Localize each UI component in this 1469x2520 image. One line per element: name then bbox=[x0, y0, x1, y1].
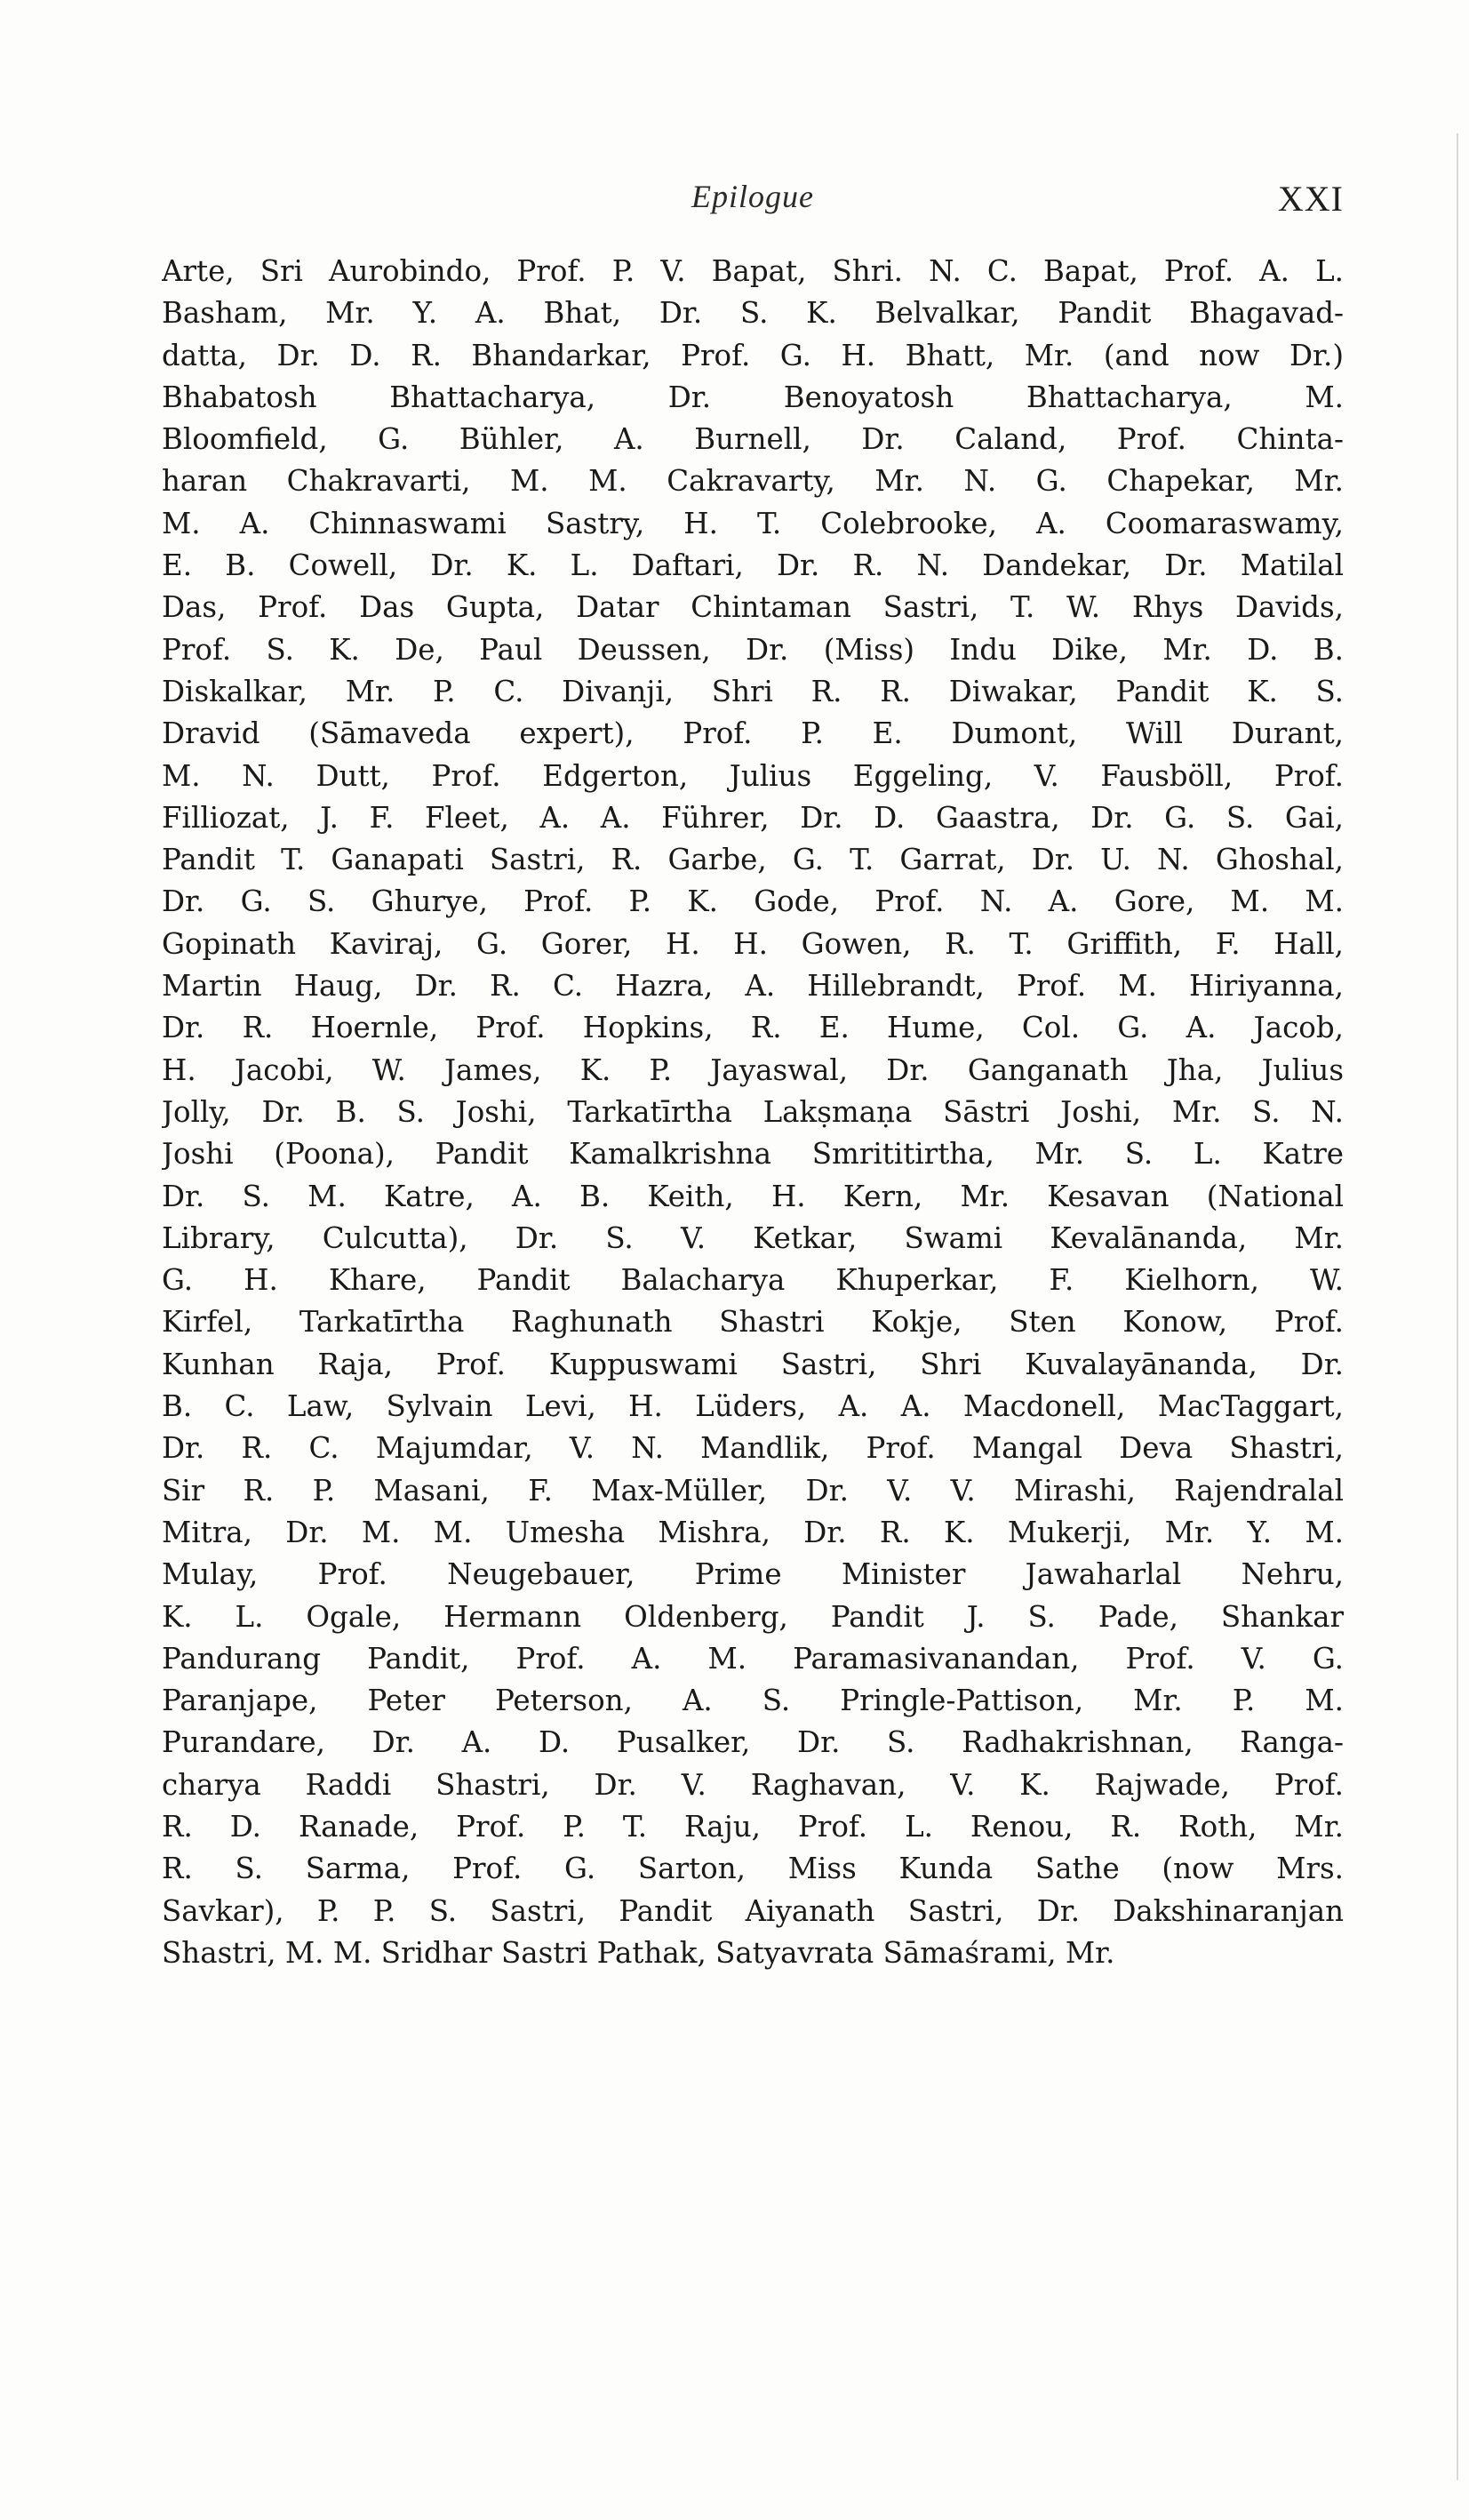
text-line: Dr. R. C. Majumdar, V. N. Mandlik, Prof. Mangal Deva Shastri, bbox=[162, 1431, 1344, 1466]
text-line: Bhabatosh Bhattacharya, Dr. Benoyatosh Bhattacharya, M. bbox=[162, 380, 1344, 414]
text-line: Dr. S. M. Katre, A. B. Keith, H. Kern, Mr. Kesavan (National bbox=[162, 1179, 1344, 1213]
text-line: H. Jacobi, W. James, K. P. Jayaswal, Dr. Ganganath Jha, Julius bbox=[162, 1052, 1344, 1087]
page-header bbox=[162, 178, 1344, 231]
text-line: Joshi (Poona), Pandit Kamalkrishna Smrititirtha, Mr. S. L. Katre bbox=[162, 1137, 1344, 1172]
text-line: Jolly, Dr. B. S. Joshi, Tarkatīrtha Lakṣmaṇa Sāstri Joshi, Mr. S. N. bbox=[162, 1094, 1344, 1129]
text-line: Library, Culcutta), Dr. S. V. Ketkar, Swami Kevalānanda, Mr. bbox=[162, 1220, 1344, 1255]
text-line: Filliozat, J. F. Fleet, A. A. Führer, Dr. D. Gaastra, Dr. G. S. Gai, bbox=[162, 800, 1344, 835]
text-line: G. H. Khare, Pandit Balacharya Khuperkar, F. Kielhorn, W. bbox=[162, 1263, 1344, 1298]
text-line: Gopinath Kaviraj, G. Gorer, H. H. Gowen, R. T. Griffith, F. Hall, bbox=[162, 926, 1344, 961]
text-line: R. S. Sarma, Prof. G. Sarton, Miss Kunda Sathe (now Mrs. bbox=[162, 1852, 1344, 1886]
text-line: Diskalkar, Mr. P. C. Divanji, Shri R. R. Diwakar, Pandit K. S. bbox=[162, 674, 1344, 708]
text-line: Pandurang Pandit, Prof. A. M. Paramasivanandan, Prof. V. G. bbox=[162, 1641, 1344, 1676]
page-number: XXI bbox=[1277, 179, 1344, 219]
text-line: Dr. R. Hoernle, Prof. Hopkins, R. E. Hume, Col. G. A. Jacob, bbox=[162, 1011, 1344, 1045]
text-line: Arte, Sri Aurobindo, Prof. P. V. Bapat, Shri. N. C. Bapat, Prof. A. L. bbox=[162, 254, 1344, 288]
text-line: R. D. Ranade, Prof. P. T. Raju, Prof. L. Renou, R. Roth, Mr. bbox=[162, 1809, 1344, 1844]
text-line: Das, Prof. Das Gupta, Datar Chintaman Sastri, T. W. Rhys Davids, bbox=[162, 590, 1344, 625]
text-line: Prof. S. K. De, Paul Deussen, Dr. (Miss) Indu Dike, Mr. D. B. bbox=[162, 632, 1344, 667]
text-line: Kunhan Raja, Prof. Kuppuswami Sastri, Shri Kuvalayānanda, Dr. bbox=[162, 1347, 1344, 1381]
text-line: Kirfel, Tarkatīrtha Raghunath Shastri Kokje, Sten Konow, Prof. bbox=[162, 1305, 1344, 1340]
text-line: E. B. Cowell, Dr. K. L. Daftari, Dr. R. N. Dandekar, Dr. Matilal bbox=[162, 548, 1344, 583]
text-line: B. C. Law, Sylvain Levi, H. Lüders, A. A. Macdonell, MacTaggart, bbox=[162, 1389, 1344, 1424]
text-line: K. L. Ogale, Hermann Oldenberg, Pandit J. S. Pade, Shankar bbox=[162, 1599, 1344, 1634]
text-line: Shastri, M. M. Sridhar Sastri Pathak, Satyavrata Sāmaśrami, Mr. bbox=[162, 1935, 1115, 1970]
text-line: M. N. Dutt, Prof. Edgerton, Julius Eggeling, V. Fausböll, Prof. bbox=[162, 758, 1344, 793]
text-line: Mulay, Prof. Neugebauer, Prime Minister Jawaharlal Nehru, bbox=[162, 1557, 1344, 1592]
running-title: Epilogue bbox=[691, 179, 814, 214]
text-line: Savkar), P. P. S. Sastri, Pandit Aiyanath Sastri, Dr. Dakshinaranjan bbox=[162, 1893, 1344, 1928]
text-line: haran Chakravarti, M. M. Cakravarty, Mr. N. G. Chapekar, Mr. bbox=[162, 464, 1344, 499]
text-line: Bloomfield, G. Bühler, A. Burnell, Dr. Caland, Prof. Chinta- bbox=[162, 422, 1344, 457]
text-line: M. A. Chinnaswami Sastry, H. T. Colebrooke, A. Coomaraswamy, bbox=[162, 506, 1344, 540]
text-line: Mitra, Dr. M. M. Umesha Mishra, Dr. R. K. Mukerji, Mr. Y. M. bbox=[162, 1515, 1344, 1549]
text-line: Martin Haug, Dr. R. C. Hazra, A. Hillebrandt, Prof. M. Hiriyanna, bbox=[162, 969, 1344, 1004]
text-line: Paranjape, Peter Peterson, A. S. Pringle-Pattison, Mr. P. M. bbox=[162, 1684, 1344, 1718]
page-edge-rule bbox=[1457, 133, 1458, 2480]
text-line: Dravid (Sāmaveda expert), Prof. P. E. Dumont, Will Durant, bbox=[162, 716, 1344, 751]
text-line: Dr. G. S. Ghurye, Prof. P. K. Gode, Prof. N. A. Gore, M. M. bbox=[162, 884, 1344, 919]
text-line: Pandit T. Ganapati Sastri, R. Garbe, G. T. Garrat, Dr. U. N. Ghoshal, bbox=[162, 843, 1344, 877]
body-paragraph bbox=[162, 251, 1344, 1974]
text-line: charya Raddi Shastri, Dr. V. Raghavan, V. K. Rajwade, Prof. bbox=[162, 1767, 1344, 1802]
text-line: Basham, Mr. Y. A. Bhat, Dr. S. K. Belvalkar, Pandit Bhagavad- bbox=[162, 296, 1344, 331]
text-line: Sir R. P. Masani, F. Max-Müller, Dr. V. V. Mirashi, Rajendralal bbox=[162, 1473, 1344, 1508]
text-line: datta, Dr. D. R. Bhandarkar, Prof. G. H. Bhatt, Mr. (and now Dr.) bbox=[162, 338, 1344, 372]
text-line: Purandare, Dr. A. D. Pusalker, Dr. S. Radhakrishnan, Ranga- bbox=[162, 1725, 1344, 1760]
